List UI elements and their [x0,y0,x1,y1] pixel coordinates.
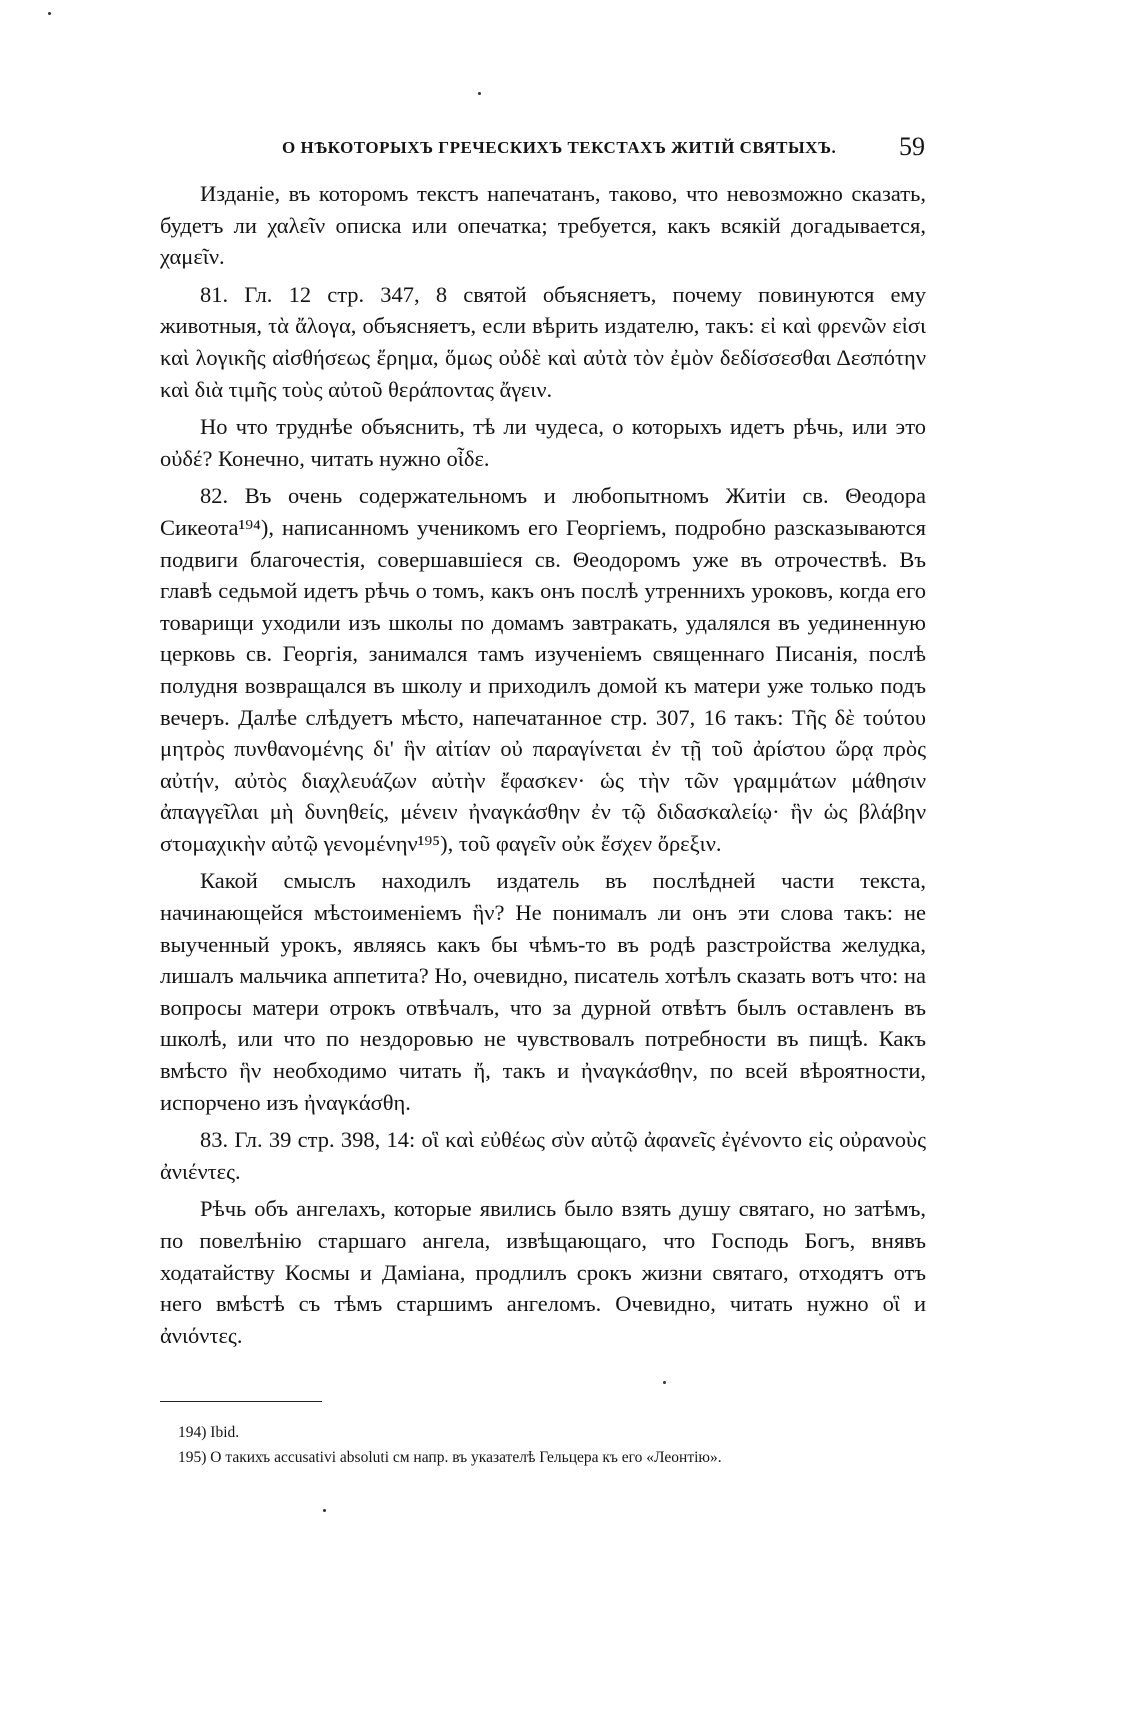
paragraph-miracles: Но что труднѣе объяснить, тѣ ли чудеса, о которыхъ идетъ рѣчь, или это οὐδέ? Конечно, читать нужно οἶδε. [160,414,926,471]
footnote-195: 195) О такихъ accusativi absoluti см напр. въ указателѣ Гельцера къ его «Леонтію». [178,1449,722,1466]
footnotes [178,1420,938,1470]
scan-speck [48,12,51,15]
paragraph-edition: Изданіе, въ которомъ текстъ напечатанъ, таково, что невозможно сказать, будетъ ли χαλεῖν описка или опечатка; требуется, какъ всякій догадывается, χαμεῖν. [160,181,926,270]
running-title: О НѢКОТОРЫХЪ ГРЕЧЕСКИХЪ ТЕКСТАХЪ ЖИТІЙ СВЯТЫХЪ. [282,138,837,157]
scan-speck [663,1381,666,1384]
page-number: 59 [899,132,925,161]
paragraph-angels: Рѣчь объ ангелахъ, которые явились было взять душу святаго, но затѣмъ, по повелѣнію старшаго ангела, извѣщающаго, что Господь Богъ, внявъ ходатайству Космы и Даміана, продлилъ срокъ жизни святаго, отходятъ отъ него вмѣстѣ съ тѣмъ старшимъ ангеломъ. Очевидно, читать нужно οἳ и ἀνιόντες. [160,1196,926,1348]
paragraph-82: 82. Въ очень содержательномъ и любопытномъ Житіи св. Θеодора Сикеота¹⁹⁴), написанномъ ученикомъ его Георгіемъ, подробно разсказываются подвиги благочестія, совершавшіеся св. Θеодоромъ уже въ отрочествѣ. Въ главѣ седьмой идетъ рѣчь о томъ, какъ онъ послѣ утреннихъ уроковъ, когда его товарищи уходили изъ школы по домамъ завтракать, удалялся въ уединенную церковь св. Георгія, занимался тамъ изученіемъ священнаго Писанія, послѣ полудня возвращался въ школу и приходилъ домой къ матери уже только подъ вечеръ. Далѣе слѣдуетъ мѣсто, напечатанное стр. 307, 16 такъ: Τῆς δὲ τούτου μητρὸς πυνθανομένης δι' ἣν αἰτίαν οὐ παραγίνεται ἐν τῇ τοῦ ἀρίστου ὥρᾳ πρὸς αὐτήν, αὐτὸς διαχλευάζων αὐτὴν ἔφασκεν· ὡς τὴν τῶν γραμμάτων μάθησιν ἀπαγγεῖλαι μὴ δυνηθείς, μένειν ἠναγκάσθην ἐν τῷ διδασκαλείῳ· ἣν ὡς βλάβην στομαχικὴν αὐτῷ γενομένην¹⁹⁵), τοῦ φαγεῖν οὐκ ἔσχεν ὄρεξιν. [160,483,926,856]
footnote-194: 194) Ibid. [178,1424,240,1441]
scan-speck [323,1509,326,1512]
paragraph-83: 83. Гл. 39 стр. 398, 14: οἳ καὶ εὐθέως σὺν αὐτῷ ἀφανεῖς ἐγένοντο εἰς οὐρανοὺς ἀνιέντες. [160,1127,926,1184]
body-text [160,178,926,1357]
paragraph-81: 81. Гл. 12 стр. 347, 8 святой объясняетъ, почему повинуются ему животныя, τὰ ἄλογα, объясняетъ, если вѣрить издателю, такъ: εἰ καὶ φρενῶν εἰσι καὶ λογικῆς αἰσθήσεως ἔρημα, ὅμως οὐδὲ καὶ αὐτὰ τὸν ἐμὸν δεδίσσεσθαι Δεσπότην καὶ διὰ τιμῆς τοὺς αὐτοῦ θεράποντας ἄγειν. [160,281,926,402]
scan-speck [478,92,481,95]
page-header [200,132,925,166]
paragraph-meaning: Какой смыслъ находилъ издатель въ послѣдней части текста, начинающейся мѣстоименіемъ ἣν? Не понималъ ли онъ эти слова такъ: не выученный урокъ, являясь какъ бы чѣмъ-то въ родѣ разстройства желудка, лишалъ мальчика аппетита? Но, очевидно, писатель хотѣлъ сказать вотъ что: на вопросы матери отрокъ отвѣчалъ, что за дурной отвѣтъ былъ оставленъ въ школѣ, или что по нездоровью не чувствовалъ потребности въ пищѣ. Какъ вмѣсто ἣν необходимо читать ἤ, такъ и ἠναγκάσθην, по всей вѣроятности, испорчено изъ ἠναγκάσθη. [160,868,926,1115]
footnote-separator [160,1401,322,1402]
